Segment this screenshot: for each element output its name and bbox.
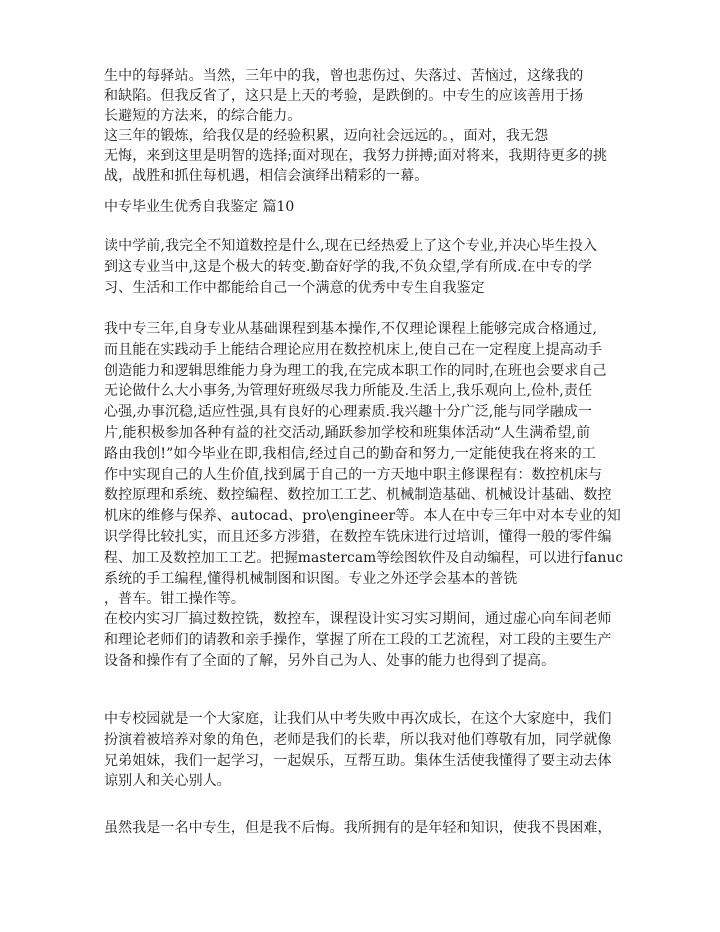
text-line: ，普车。钳工操作等。 (104, 591, 245, 608)
text-line: 我中专三年,自身专业从基础课程到基本操作,不仅理论课程上能够完成合格通过, (104, 321, 598, 337)
text-line: 中专校园就是一个大家庭，让我们从中考失败中再次成长，在这个大家庭中，我们 (104, 711, 612, 727)
text-line: 作中实现自己的人生价值,找到属于自己的一方天地中职主修课程有：数控机床与 (104, 466, 603, 483)
paragraph-4 (104, 709, 624, 792)
text-line: 无悔，来到这里是明智的选择;面对现在，我努力拼搏;面对将来，我期待更多的挑 (104, 148, 608, 164)
text-line: 战，战胜和抓住每机遇，相信会演绎出精彩的一幕。 (104, 168, 429, 184)
text-line: 在校内实习厂搞过数控铣，数控车，课程设计实习实习期间，通过虚心向车间老师 (104, 611, 612, 627)
paragraph-2 (104, 319, 624, 610)
text-line: 读中学前,我完全不知道数控是什么,现在已经热爱上了这个专业,并决心毕生投入 (104, 238, 598, 254)
text-line: 路由我创!”如今毕业在即,我相信,经过自己的勤奋和努力,一定能使我在将来的工 (104, 445, 596, 462)
text-line: 兄弟姐妹，我们一起学习，一起娱乐，互帮互助。集体生活使我懂得了要主动去体 (104, 752, 612, 769)
text-line: 心强,办事沉稳,适应性强,具有良好的心理素质.我兴趣十分广泛,能与同学融成一 (104, 404, 593, 421)
text-line: 片,能积极参加各种有益的社交活动,踊跃参加学校和班集体活动“人生满希望,前 (104, 424, 591, 441)
paragraph-1 (104, 236, 624, 298)
text-line: 而且能在实践动手上能结合理论应用在数控机床上,使自己在一定程度上提高动手 (104, 341, 603, 358)
section-title: 中专毕业生优秀自我鉴定 篇10 (104, 199, 295, 215)
text-line: 这三年的锻炼，给我仅是的经验积累，迈向社会远远的。，面对，我无怨 (104, 128, 549, 144)
text-line: 虽然我是一名中专生，但是我不后悔。我所拥有的是年轻和知识，使我不畏困难， (104, 820, 612, 836)
text-line: 到这专业当中,这是个极大的转变.勤奋好学的我,不负众望,学有所成.在中专的学 (104, 258, 593, 275)
text-line: 程、加工及数控加工工艺。把握mastercam等绘图软件及自动编程，可以进行fanuc (104, 549, 624, 566)
text-line: 数控原理和系统、数控编程、数控加工工艺、机械制造基础、机械设计基础、数控 (104, 487, 612, 504)
text-line: 和理论老师们的请教和亲手操作，掌握了所在工段的工艺流程，对工段的主要生产 (104, 631, 612, 648)
paragraph-3 (104, 609, 624, 671)
text-line: 习、生活和工作中都能给自己一个满意的优秀中专生自我鉴定 (104, 279, 485, 296)
text-line: 生中的每驿站。当然，三年中的我，曾也悲伤过、失落过、苦恼过，这缘我的 (104, 68, 584, 84)
text-line: 识学得比较扎实，而且还多方涉猎，在数控车铣床进行过培训，懂得一般的零件编 (104, 528, 612, 545)
text-line: 谅别人和关心别人。 (104, 773, 231, 790)
text-line: 系统的手工编程,懂得机械制图和识图。专业之外还学会基本的普铣 (104, 570, 518, 587)
paragraph-5 (104, 818, 624, 839)
text-line: 扮演着被培养对象的角色，老师是我们的长辈，所以我对他们尊敬有加，同学就像 (104, 731, 612, 748)
text-line: 机床的维修与保养、autocad、pro\engineer等。本人在中专三年中对本专业的知 (104, 508, 621, 525)
intro-paragraph (104, 66, 624, 186)
text-line: 和缺陷。但我反省了，这只是上天的考验，是跌倒的。中专生的应该善用于扬 (104, 88, 584, 104)
text-line: 长避短的方法来，的综合能力。 (104, 108, 302, 124)
text-line: 设备和操作有了全面的了解，另外自己为人、处事的能力也得到了提高。 (104, 652, 556, 669)
text-line: 创造能力和逻辑思维能力身为理工的我,在完成本职工作的同时,在班也会要求自己 (104, 362, 607, 379)
text-line: 无论做什么大小事务,为管理好班级尽我力所能及.生活上,我乐观向上,俭朴,责任 (104, 383, 593, 400)
